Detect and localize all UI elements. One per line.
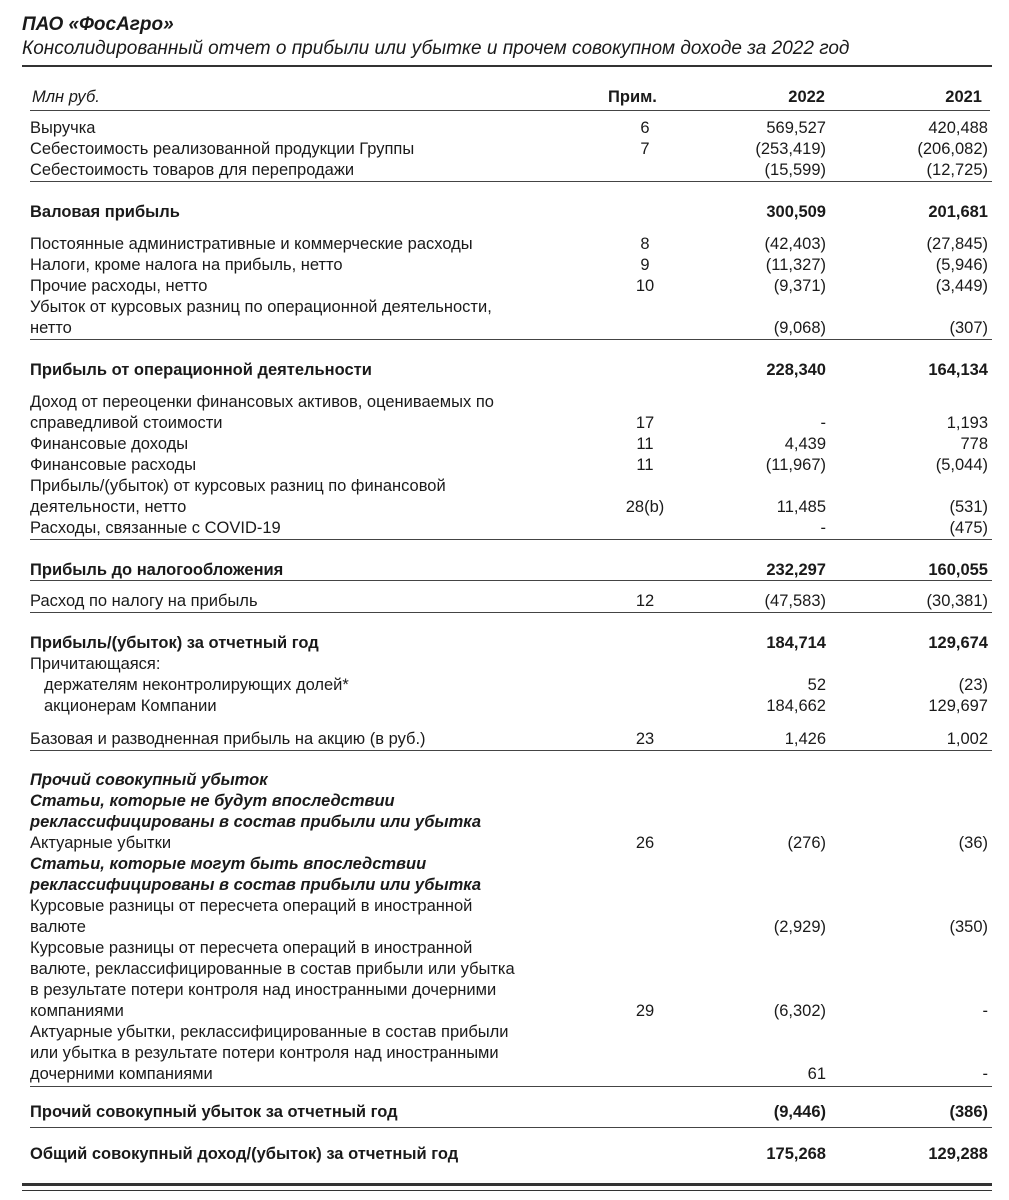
bottom-rule: [22, 1183, 992, 1186]
table-row: [30, 360, 992, 381]
row-note: 23: [635, 730, 655, 748]
row-value-2021: (36): [958, 834, 988, 852]
row-value-2021: 778: [960, 435, 988, 453]
row-note: 29: [635, 1002, 655, 1020]
table-row: [30, 1064, 992, 1085]
row-value-2021: 164,134: [928, 361, 988, 379]
row-label: Себестоимость реализованной продукции Группы: [30, 140, 415, 158]
row-value-2022: (253,419): [755, 140, 826, 158]
row-value-2021: (5,946): [935, 256, 988, 274]
table-row: [30, 959, 992, 980]
row-value-2022: -: [820, 414, 826, 432]
row-label: Выручка: [30, 119, 96, 137]
row-value-2022: (11,967): [765, 456, 826, 474]
table-row: [30, 875, 992, 896]
table-row: [30, 633, 992, 654]
row-label: справедливой стоимости: [30, 414, 223, 432]
row-value-2022: 184,714: [766, 634, 826, 652]
row-label: реклассифицированы в состав прибыли или убытка: [30, 813, 481, 831]
row-value-2022: (9,371): [773, 277, 826, 295]
row-label: Актуарные убытки, реклассифицированные в состав прибыли: [30, 1023, 509, 1041]
table-row: [30, 434, 992, 455]
row-value-2021: (27,845): [926, 235, 988, 253]
row-label: Расход по налогу на прибыль: [30, 592, 258, 610]
row-label: Финансовые расходы: [30, 456, 197, 474]
section-divider: [30, 612, 992, 613]
table-row: [30, 318, 992, 339]
row-value-2021: 129,697: [928, 697, 988, 715]
table-row: [30, 497, 992, 518]
row-label: Валовая прибыль: [30, 203, 180, 221]
row-label: Прибыль/(убыток) от курсовых разниц по финансовой: [30, 477, 446, 495]
row-label: в результате потери контроля над иностранными дочерними: [30, 981, 497, 999]
header-rule: [30, 110, 990, 111]
row-value-2021: (531): [949, 498, 988, 516]
table-row: [30, 729, 992, 750]
row-value-2022: 1,426: [784, 730, 826, 748]
row-value-2021: (12,725): [926, 161, 988, 179]
row-label: Причитающаяся:: [30, 655, 161, 673]
row-value-2022: 11,485: [776, 498, 826, 516]
row-label: Прибыль до налогообложения: [30, 561, 284, 579]
row-value-2022: (2,929): [773, 918, 826, 936]
row-label: реклассифицированы в состав прибыли или убытка: [30, 876, 481, 894]
section-divider: [30, 750, 992, 751]
row-value-2021: -: [982, 1002, 988, 1020]
row-note: 26: [635, 834, 655, 852]
row-value-2022: 569,527: [766, 119, 826, 137]
table-row: [30, 770, 992, 791]
row-value-2022: (9,446): [773, 1103, 826, 1121]
row-label: Доход от переоценки финансовых активов, оцениваемых по: [30, 393, 494, 411]
column-header-note: Прим.: [608, 88, 657, 106]
row-label: Прочие расходы, нетто: [30, 277, 208, 295]
section-divider: [30, 339, 992, 340]
table-row: [30, 833, 992, 854]
row-label: деятельности, нетто: [30, 498, 187, 516]
row-note: 28(b): [625, 498, 665, 516]
row-value-2022: 300,509: [766, 203, 826, 221]
row-value-2021: 160,055: [928, 561, 988, 579]
section-divider: [30, 181, 992, 182]
row-value-2021: (206,082): [917, 140, 988, 158]
table-row: [30, 297, 992, 318]
row-label: акционерам Компании: [44, 697, 217, 715]
row-note: 7: [640, 140, 650, 158]
section-divider: [30, 539, 992, 540]
row-label: Убыток от курсовых разниц по операционной деятельности,: [30, 298, 492, 316]
row-value-2022: (11,327): [765, 256, 826, 274]
row-value-2021: (386): [949, 1103, 988, 1121]
table-row: [30, 255, 992, 276]
row-label: Курсовые разницы от пересчета операций в иностранной: [30, 897, 473, 915]
row-label: Базовая и разводненная прибыль на акцию (в руб.): [30, 730, 426, 748]
row-value-2022: 228,340: [766, 361, 826, 379]
column-header-2021: 2021: [945, 88, 982, 106]
column-header-unit: Млн руб.: [32, 88, 100, 106]
row-label: держателям неконтролирующих долей*: [44, 676, 349, 694]
row-note: 17: [635, 414, 655, 432]
row-value-2022: (6,302): [773, 1002, 826, 1020]
row-label: Прочий совокупный убыток за отчетный год: [30, 1103, 398, 1121]
row-note: 8: [640, 235, 650, 253]
row-label: компаниями: [30, 1002, 124, 1020]
table-row: [30, 118, 992, 139]
table-row: [30, 1043, 992, 1064]
row-value-2022: 4,439: [784, 435, 826, 453]
row-value-2022: 175,268: [766, 1145, 826, 1163]
table-row: [30, 675, 992, 696]
row-value-2022: 52: [807, 676, 826, 694]
row-note: 12: [635, 592, 655, 610]
row-value-2021: 1,193: [946, 414, 988, 432]
table-row: [30, 591, 992, 612]
row-value-2021: 201,681: [928, 203, 988, 221]
table-row: [30, 812, 992, 833]
row-value-2022: -: [820, 519, 826, 537]
row-value-2022: 184,662: [766, 697, 826, 715]
table-row: [30, 234, 992, 255]
table-row: [30, 1022, 992, 1043]
row-note: 11: [636, 456, 654, 474]
row-value-2022: (15,599): [764, 161, 826, 179]
bottom-rule-thin: [22, 1190, 992, 1191]
row-label: Прибыль от операционной деятельности: [30, 361, 372, 379]
row-label: Налоги, кроме налога на прибыль, нетто: [30, 256, 343, 274]
table-row: [30, 1102, 992, 1123]
row-label: Актуарные убытки: [30, 834, 172, 852]
row-label: Статьи, которые могут быть впоследствии: [30, 855, 427, 873]
row-label: Курсовые разницы от пересчета операций в иностранной: [30, 939, 473, 957]
row-note: 6: [640, 119, 650, 137]
row-label: нетто: [30, 319, 72, 337]
row-value-2022: (42,403): [764, 235, 826, 253]
row-value-2021: (475): [949, 519, 988, 537]
row-label: дочерними компаниями: [30, 1065, 213, 1083]
table-row: [30, 518, 992, 539]
row-label: Прибыль/(убыток) за отчетный год: [30, 634, 319, 652]
row-label: Прочий совокупный убыток: [30, 771, 268, 789]
row-value-2021: 129,288: [928, 1145, 988, 1163]
table-row: [30, 791, 992, 812]
row-value-2022: 61: [807, 1065, 826, 1083]
table-row: [30, 455, 992, 476]
section-divider: [30, 580, 992, 581]
table-row: [30, 139, 992, 160]
table-row: [30, 202, 992, 223]
section-divider: [30, 1086, 992, 1087]
row-value-2021: (5,044): [935, 456, 988, 474]
table-row: [30, 413, 992, 434]
table-row: [30, 160, 992, 181]
table-row: [30, 654, 992, 675]
table-row: [30, 1144, 992, 1165]
table-row: [30, 696, 992, 717]
company-name: ПАО «ФосАгро»: [22, 14, 174, 35]
row-label: Общий совокупный доход/(убыток) за отчетный год: [30, 1145, 459, 1163]
row-value-2021: (3,449): [935, 277, 988, 295]
row-label: Расходы, связанные с COVID-19: [30, 519, 281, 537]
table-row: [30, 1001, 992, 1022]
table-row: [30, 896, 992, 917]
row-value-2021: (23): [958, 676, 988, 694]
report-title: Консолидированный отчет о прибыли или убытке и прочем совокупном доходе за 2022 год: [22, 38, 850, 59]
table-row: [30, 854, 992, 875]
row-value-2022: (276): [787, 834, 826, 852]
row-label: Финансовые доходы: [30, 435, 189, 453]
row-value-2022: 232,297: [766, 561, 826, 579]
row-note: 11: [636, 435, 654, 453]
row-value-2021: (30,381): [926, 592, 988, 610]
row-label: или убытка в результате потери контроля над иностранными: [30, 1044, 499, 1062]
row-value-2021: 1,002: [946, 730, 988, 748]
row-value-2022: (47,583): [764, 592, 826, 610]
table-row: [30, 917, 992, 938]
row-label: валюте, реклассифицированные в состав прибыли или убытка: [30, 960, 515, 978]
title-rule: [22, 65, 992, 67]
row-value-2021: 129,674: [928, 634, 988, 652]
table-row: [30, 980, 992, 1001]
column-header-2022: 2022: [788, 88, 825, 106]
row-note: 10: [635, 277, 655, 295]
row-value-2021: 420,488: [928, 119, 988, 137]
row-note: 9: [640, 256, 650, 274]
row-label: Постоянные административные и коммерческие расходы: [30, 235, 473, 253]
row-value-2021: (307): [949, 319, 988, 337]
table-row: [30, 938, 992, 959]
table-row: [30, 276, 992, 297]
row-value-2021: (350): [949, 918, 988, 936]
row-value-2022: (9,068): [773, 319, 826, 337]
row-value-2021: -: [982, 1065, 988, 1083]
table-row: [30, 560, 992, 581]
table-row: [30, 476, 992, 497]
row-label: Статьи, которые не будут впоследствии: [30, 792, 395, 810]
section-divider: [30, 1127, 992, 1128]
table-row: [30, 392, 992, 413]
row-label: Себестоимость товаров для перепродажи: [30, 161, 355, 179]
row-label: валюте: [30, 918, 86, 936]
